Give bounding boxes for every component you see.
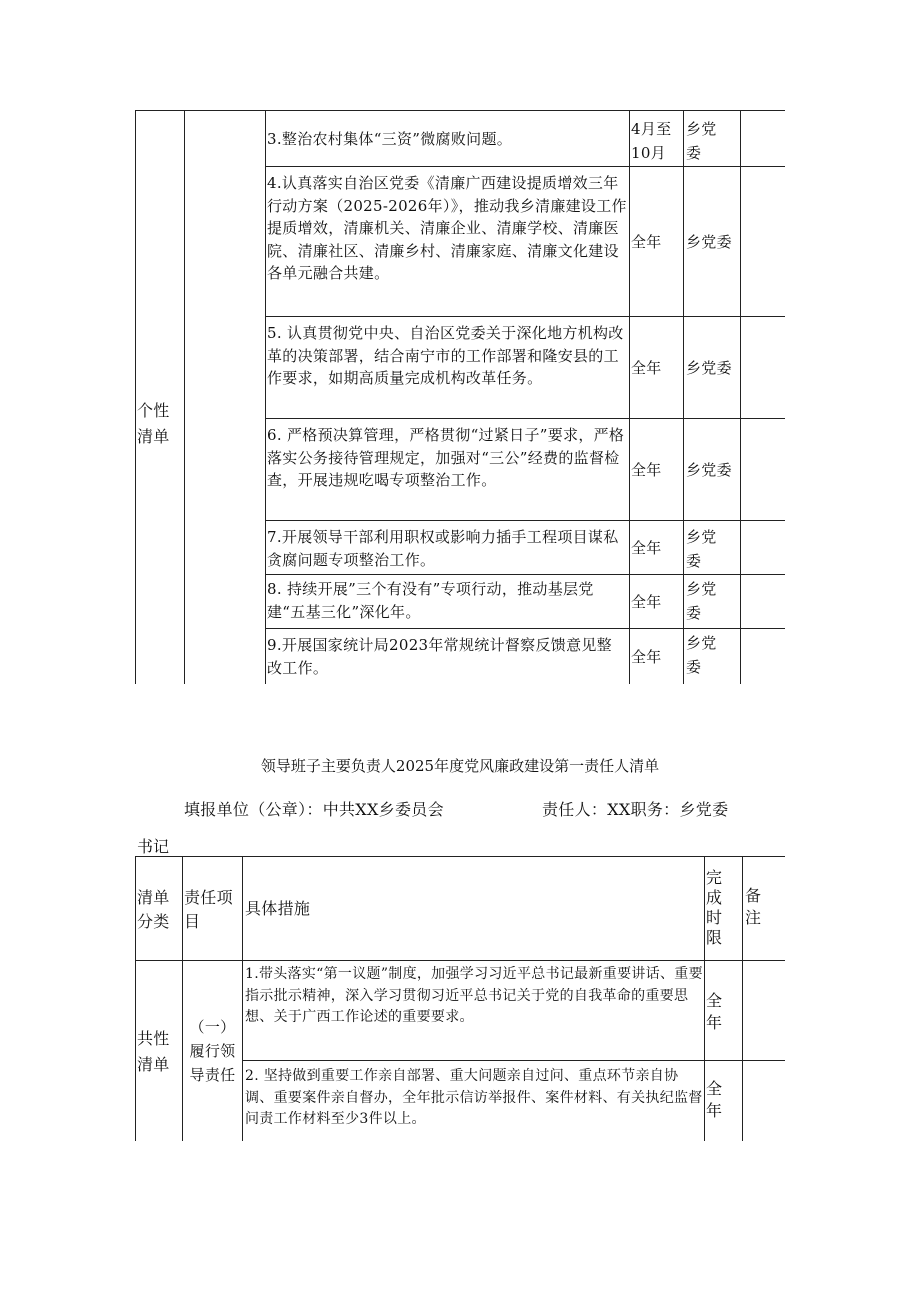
item-leadership: （一） 履行领 导责任 bbox=[189, 1018, 236, 1084]
doc-title: 领导班子主要负责人2025年度党风廉政建设第一责任人清单 bbox=[260, 757, 660, 775]
period-3: 4月至 10月 bbox=[631, 120, 672, 162]
person-line: 责任人：XX职务：乡党委 bbox=[542, 800, 729, 819]
owner-7: 乡党 委 bbox=[686, 528, 717, 570]
owner-6: 乡党委 bbox=[686, 461, 732, 479]
owner-8: 乡党 委 bbox=[686, 580, 717, 622]
period-5: 全年 bbox=[631, 359, 662, 377]
measure-9: 9.开展国家统计局2023年常规统计督察反馈意见整改工作。 bbox=[267, 636, 612, 677]
category-common: 共性 清单 bbox=[137, 1029, 170, 1074]
measure-8: 8. 持续开展”三个有没有”专项行动，推动基层党建“五基三化”深化年。 bbox=[267, 580, 594, 621]
owner-5: 乡党委 bbox=[686, 359, 732, 377]
owner-9: 乡党 委 bbox=[686, 634, 717, 676]
period-common-2: 全 年 bbox=[706, 1079, 723, 1120]
header-item: 责任项 目 bbox=[184, 888, 233, 931]
header-note: 备 注 bbox=[745, 886, 762, 927]
owner-3: 乡党 委 bbox=[686, 120, 717, 162]
period-6: 全年 bbox=[631, 461, 662, 479]
unit-line: 填报单位（公章）：中共XX乡委员会 bbox=[184, 800, 444, 819]
measure-common-1: 1.带头落实“第一议题”制度，加强学习习近平总书记最新重要讲话、重要指示批示精神，深入学习贯彻习近平总书记关于党的自我革命的重要思想、关于广西工作论述的重要要求。 bbox=[245, 966, 703, 1025]
period-9: 全年 bbox=[631, 648, 662, 666]
owner-4: 乡党委 bbox=[686, 233, 732, 251]
measure-3: 3.整治农村集体“三资”微腐败问题。 bbox=[267, 130, 513, 148]
measure-7: 7.开展领导干部利用职权或影响力插手工程项目谋私贪腐问题专项整治工作。 bbox=[267, 528, 619, 569]
measure-4: 4.认真落实自治区党委《清廉广西建设提质增效三年行动方案（2025-2026年）》，推动我乡清廉建设工作提质增效，清廉机关、清廉企业、清廉学校、清廉医院、清廉社区、清廉乡村、清廉家庭、清廉文化建设各单元融合共建。 bbox=[267, 174, 627, 282]
person-line-cont: 书记 bbox=[137, 837, 170, 856]
measure-common-2: 2. 坚持做到重要工作亲自部署、重大问题亲自过问、重点环节亲自协调、重要案件亲自督办，全年批示信访举报件、案件材料、有关执纪监督问责工作材料至少3件以上。 bbox=[245, 1068, 703, 1127]
period-4: 全年 bbox=[631, 233, 662, 251]
measure-6: 6. 严格预决算管理，严格贯彻“过紧日子”要求，严格落实公务接待管理规定，加强对“三公”经费的监督检查，开展违规吃喝专项整治工作。 bbox=[267, 426, 625, 489]
category-personal: 个性 清单 bbox=[137, 401, 170, 446]
measure-5: 5. 认真贯彻党中央、自治区党委关于深化地方机构改革的决策部署，结合南宁市的工作部署和隆安县的工作要求，如期高质量完成机构改革任务。 bbox=[267, 324, 624, 387]
period-8: 全年 bbox=[631, 593, 662, 611]
period-common-1: 全 年 bbox=[706, 991, 723, 1032]
header-measure: 具体措施 bbox=[245, 899, 311, 918]
header-category: 清单 分类 bbox=[137, 888, 170, 931]
header-period: 完 成 时 限 bbox=[706, 868, 723, 947]
period-7: 全年 bbox=[631, 539, 662, 557]
